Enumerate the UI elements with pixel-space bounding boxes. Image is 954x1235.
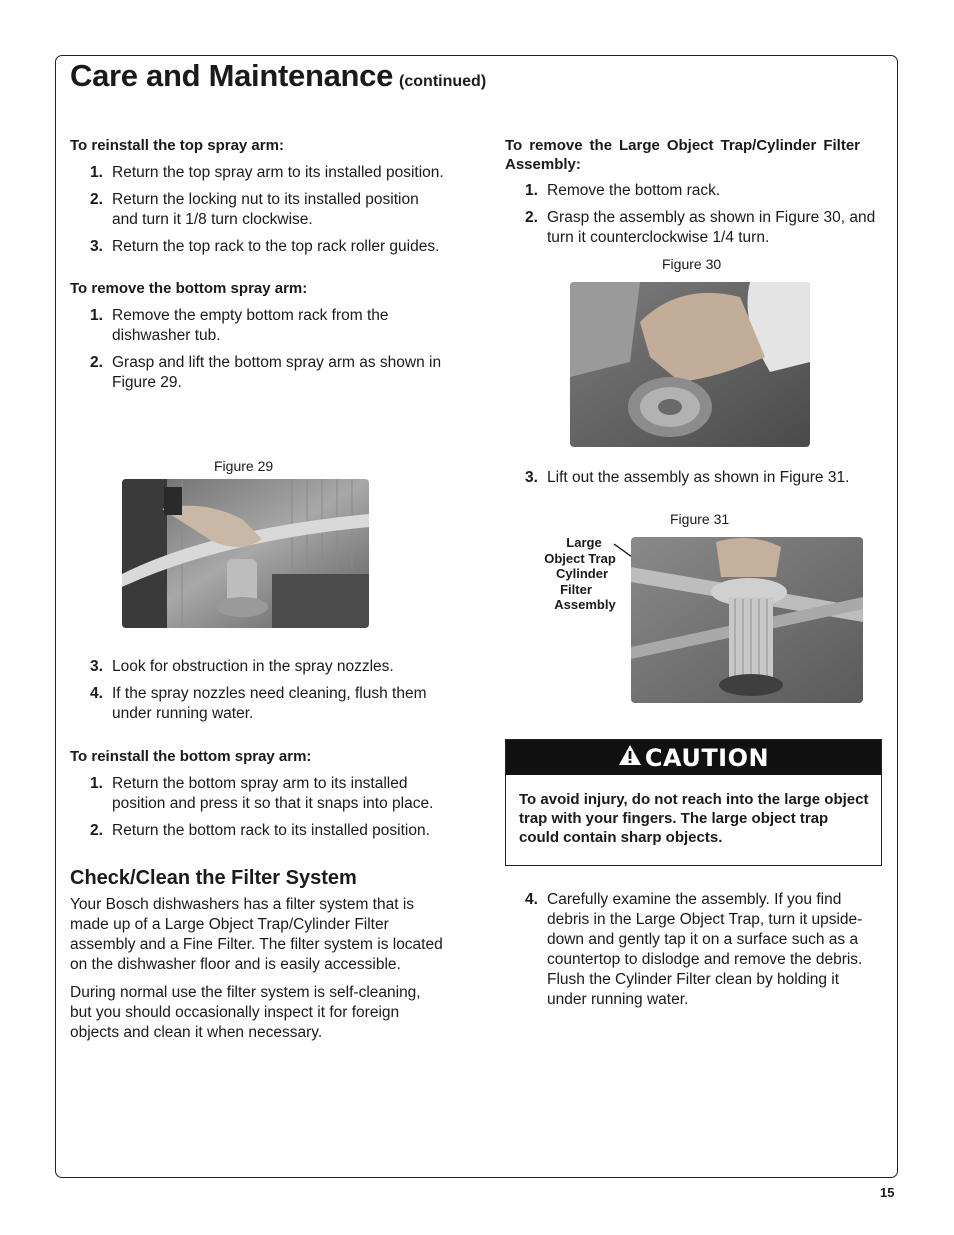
reinstall-bottom-heading: To reinstall the bottom spray arm: (70, 748, 312, 765)
list-item: 3. Lift out the assembly as shown in Figure 31. (525, 469, 850, 486)
caution-text: To avoid injury, do not reach into the large object trap with your fingers. The large object trap could contain sharp objects. (519, 791, 869, 846)
list-item: 1. Return the top spray arm to its installed position. (90, 164, 444, 181)
left-column-top (70, 136, 445, 400)
list-item: 3. Return the top rack to the top rack roller guides. (90, 238, 440, 255)
list-item: 2. Grasp the assembly as shown in Figure 30, and turn it counterclockwise 1/4 turn. (525, 209, 876, 246)
filter-para-1: Your Bosch dishwashers has a filter system that is made up of a Large Object Trap/Cylinder Filter assembly and a Fine Filter. The filter system is located on the dishwasher floor and is easily accessible. (70, 896, 443, 973)
figure-29-caption: Figure 29 (214, 458, 274, 474)
remove-bottom-heading: To remove the bottom spray arm: (70, 280, 308, 297)
figure-30-caption: Figure 30 (662, 256, 722, 272)
figure-30-photo (570, 282, 810, 447)
list-item: 4. Carefully examine the assembly. If you find debris in the Large Object Trap, turn it upside-down and gently tap it on a surface such as a countertop to dislodge and remove the debris. Flush the Cylinder Filter clean by holding it under running water. (525, 891, 863, 1008)
list-item: 2. Return the bottom rack to its installed position. (90, 822, 430, 839)
figure-31-caption: Figure 31 (670, 511, 730, 527)
title-main: Care and Maintenance (70, 58, 394, 93)
remove-bottom-steps (70, 306, 445, 393)
filter-para-2: During normal use the filter system is self-cleaning, but you should occasionally inspect it for foreign objects and clean it when necessary. (70, 984, 421, 1041)
list-item: 1. Return the bottom spray arm to its installed position and press it so that it snaps into place. (90, 775, 434, 812)
caution-box (505, 739, 882, 866)
left-column-bottom (70, 657, 445, 1043)
remove-trap-steps (505, 181, 885, 248)
list-item: 2. Grasp and lift the bottom spray arm as shown in Figure 29. (90, 354, 442, 391)
filter-section-title: Check/Clean the Filter System (70, 867, 357, 889)
list-item: 3. Look for obstruction in the spray nozzles. (90, 658, 394, 675)
list-item: 1. Remove the empty bottom rack from the dishwasher tub. (90, 307, 389, 344)
page-title (70, 58, 486, 94)
list-item: 4. If the spray nozzles need cleaning, flush them under running water. (90, 685, 427, 722)
right-column-top (505, 136, 885, 255)
page-number: 15 (880, 1185, 895, 1200)
reinstall-top-steps (70, 163, 445, 257)
title-continued: (continued) (399, 73, 487, 90)
reinstall-bottom-steps (70, 774, 445, 841)
warning-triangle-icon (618, 744, 642, 772)
right-step-4 (505, 890, 880, 1017)
list-item: 1. Remove the bottom rack. (525, 182, 721, 199)
figure-31-photo (631, 537, 863, 703)
figure-31-callout: Large Object Trap Cylinder Filter Assembly (544, 535, 616, 612)
caution-header (506, 740, 881, 775)
reinstall-top-heading: To reinstall the top spray arm: (70, 137, 284, 154)
remove-trap-heading: To remove the Large Object Trap/Cylinder Filter Assembly: (505, 137, 860, 173)
figure-29-photo (122, 479, 369, 628)
list-item: 2. Return the locking nut to its installed position and turn it 1/8 turn clockwise. (90, 191, 419, 228)
right-step-3 (505, 468, 885, 495)
caution-label: CAUTION (644, 743, 770, 772)
spray-nozzle-steps (70, 657, 445, 724)
